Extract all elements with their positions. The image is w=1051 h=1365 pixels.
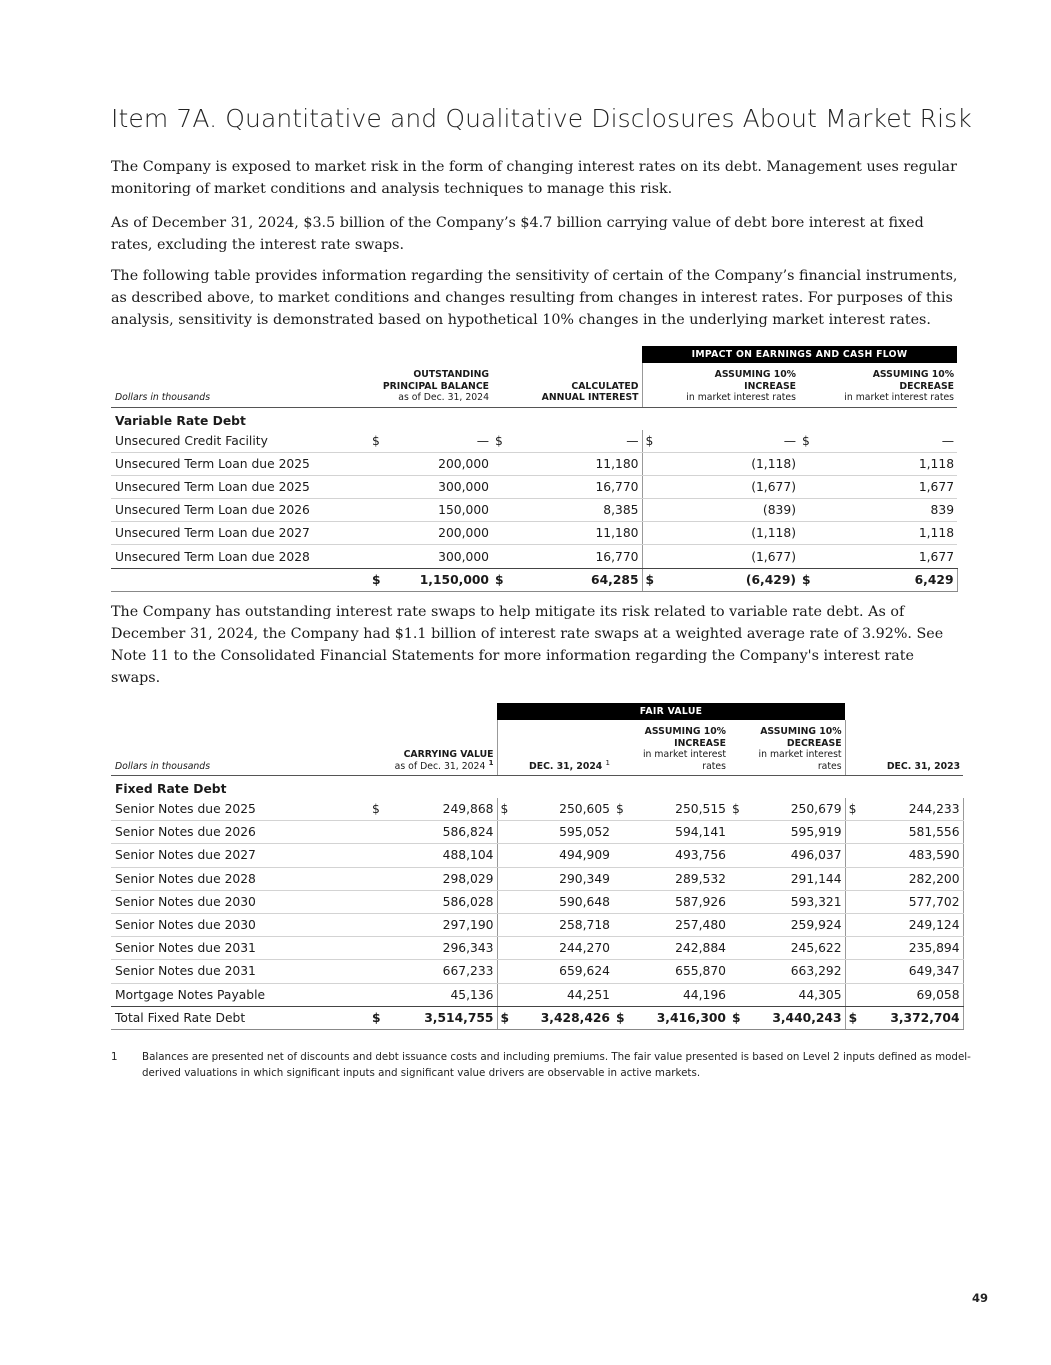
dollar-sign: $ bbox=[369, 430, 383, 453]
dollar-sign bbox=[369, 937, 383, 960]
dec2023-value: 282,200 bbox=[859, 867, 963, 890]
increase-value: (839) bbox=[656, 499, 799, 522]
decrease-value: 663,292 bbox=[743, 960, 845, 983]
paragraph-fixed-rate-debt: As of December 31, 2024, $3.5 billion of the Company’s $4.7 billion carrying value of debt bore interest at fixed rates, excluding the interest rate swaps. bbox=[111, 215, 924, 253]
table-total-row bbox=[111, 568, 957, 591]
principal-value: 200,000 bbox=[383, 452, 492, 475]
dollar-sign bbox=[497, 913, 511, 936]
table-header-row bbox=[111, 720, 963, 776]
table-row bbox=[111, 844, 963, 867]
dollar-sign: $ bbox=[642, 430, 656, 453]
dollar-sign bbox=[729, 821, 743, 844]
carrying-value: 45,136 bbox=[383, 983, 497, 1006]
row-label: Senior Notes due 2031 bbox=[111, 960, 369, 983]
row-label: Unsecured Term Loan due 2026 bbox=[111, 499, 369, 522]
dollar-sign bbox=[369, 452, 383, 475]
table-band-row bbox=[111, 703, 963, 720]
table-row bbox=[111, 960, 963, 983]
increase-value: 655,870 bbox=[627, 960, 729, 983]
table-row bbox=[111, 890, 963, 913]
dollar-sign bbox=[845, 844, 859, 867]
footnote-number: 1 bbox=[111, 1051, 118, 1063]
dollar-sign bbox=[729, 983, 743, 1006]
dollar-sign bbox=[369, 844, 383, 867]
dollar-sign bbox=[799, 545, 813, 568]
increase-value: (1,118) bbox=[656, 452, 799, 475]
dollar-sign bbox=[845, 913, 859, 936]
carrying-value: 249,868 bbox=[383, 798, 497, 821]
carrying-value: 297,190 bbox=[383, 913, 497, 936]
dollar-sign bbox=[729, 913, 743, 936]
header-carrying-value: CARRYING VALUE as of Dec. 31, 2024 $^1$ bbox=[369, 720, 497, 776]
dollar-sign bbox=[613, 983, 627, 1006]
dollar-sign bbox=[492, 522, 506, 545]
dollar-sign: $ bbox=[799, 430, 813, 453]
dec2024-value: 250,605 bbox=[511, 798, 613, 821]
interest-value: 16,770 bbox=[506, 545, 642, 568]
interest-value: 11,180 bbox=[506, 452, 642, 475]
dollar-sign bbox=[799, 452, 813, 475]
units-label: Dollars in thousands bbox=[111, 720, 369, 776]
dec2024-value: 244,270 bbox=[511, 937, 613, 960]
increase-value: 44,196 bbox=[627, 983, 729, 1006]
dec2024-value: 494,909 bbox=[511, 844, 613, 867]
dollar-sign bbox=[492, 499, 506, 522]
table-row bbox=[111, 475, 957, 498]
dollar-sign bbox=[642, 499, 656, 522]
header-increase: ASSUMING 10% INCREASE in market interest rates bbox=[613, 720, 729, 776]
interest-value: 11,180 bbox=[506, 522, 642, 545]
dollar-sign bbox=[497, 844, 511, 867]
paragraph-market-risk: The Company is exposed to market risk in the form of changing interest rates on its debt. Management uses regular monitoring of market conditions and analysis techniques to manage this risk. bbox=[111, 159, 957, 197]
row-label: Unsecured Term Loan due 2025 bbox=[111, 475, 369, 498]
dec2024-value: 590,648 bbox=[511, 890, 613, 913]
dollar-sign: $ bbox=[613, 1006, 627, 1029]
total-interest: 64,285 bbox=[506, 568, 642, 591]
principal-value: — bbox=[383, 430, 492, 453]
paragraph-sensitivity: The following table provides information regarding the sensitivity of certain of the Company’s financial instruments, as described above, to market conditions and changes resulting from changes in interest rates. For purposes of this analysis, sensitivity is demonstrated based on hypothetical 10% changes in the underlying market interest rates. bbox=[111, 268, 958, 328]
dollar-sign bbox=[369, 867, 383, 890]
carrying-value: 667,233 bbox=[383, 960, 497, 983]
principal-value: 300,000 bbox=[383, 545, 492, 568]
header-calculated-interest: CALCULATED ANNUAL INTEREST bbox=[492, 363, 642, 407]
units-label: Dollars in thousands bbox=[111, 363, 369, 407]
table-row bbox=[111, 937, 963, 960]
carrying-value: 586,824 bbox=[383, 821, 497, 844]
impact-band-header: IMPACT ON EARNINGS AND CASH FLOW bbox=[642, 346, 957, 363]
dollar-sign bbox=[369, 545, 383, 568]
row-label: Senior Notes due 2027 bbox=[111, 844, 369, 867]
increase-value: (1,118) bbox=[656, 522, 799, 545]
decrease-value: 44,305 bbox=[743, 983, 845, 1006]
dollar-sign bbox=[729, 844, 743, 867]
dollar-sign: $ bbox=[369, 798, 383, 821]
dollar-sign: $ bbox=[369, 1006, 383, 1029]
table-header-row bbox=[111, 363, 957, 407]
decrease-value: — bbox=[813, 430, 957, 453]
table-total-row bbox=[111, 1006, 963, 1029]
paragraph-interest-rate-swaps: The Company has outstanding interest rate swaps to help mitigate its risk related to variable rate debt. As of December 31, 2024, the Company had $1.1 billion of interest rate swaps at a weighted average rate of 3.92%. See Note 11 to the Consolidated Financial Statements for more information regarding the Company's interest rate swaps. bbox=[111, 604, 944, 686]
dollar-sign bbox=[497, 960, 511, 983]
dollar-sign bbox=[845, 960, 859, 983]
decrease-value: 593,321 bbox=[743, 890, 845, 913]
dollar-sign bbox=[799, 522, 813, 545]
row-label: Senior Notes due 2031 bbox=[111, 937, 369, 960]
dollar-sign bbox=[497, 890, 511, 913]
table-row bbox=[111, 430, 957, 453]
page-number: 49 bbox=[972, 1291, 989, 1305]
dollar-sign bbox=[845, 890, 859, 913]
dollar-sign bbox=[369, 475, 383, 498]
carrying-value: 296,343 bbox=[383, 937, 497, 960]
header-decrease: ASSUMING 10% DECREASE in market interest rates bbox=[799, 363, 957, 407]
row-label: Senior Notes due 2028 bbox=[111, 867, 369, 890]
dollar-sign bbox=[845, 821, 859, 844]
dollar-sign bbox=[613, 890, 627, 913]
dec2023-value: 577,702 bbox=[859, 890, 963, 913]
dollar-sign: $ bbox=[729, 1006, 743, 1029]
dollar-sign bbox=[799, 499, 813, 522]
dec2023-value: 483,590 bbox=[859, 844, 963, 867]
dec2024-value: 290,349 bbox=[511, 867, 613, 890]
interest-value: 16,770 bbox=[506, 475, 642, 498]
dollar-sign bbox=[369, 913, 383, 936]
dollar-sign bbox=[369, 890, 383, 913]
decrease-value: 259,924 bbox=[743, 913, 845, 936]
dollar-sign bbox=[642, 452, 656, 475]
principal-value: 150,000 bbox=[383, 499, 492, 522]
row-label: Senior Notes due 2026 bbox=[111, 821, 369, 844]
table-row bbox=[111, 499, 957, 522]
dollar-sign: $ bbox=[613, 798, 627, 821]
dollar-sign bbox=[369, 960, 383, 983]
dec2023-value: 244,233 bbox=[859, 798, 963, 821]
dollar-sign bbox=[613, 960, 627, 983]
dollar-sign bbox=[642, 475, 656, 498]
decrease-value: 1,677 bbox=[813, 545, 957, 568]
interest-value: — bbox=[506, 430, 642, 453]
dollar-sign bbox=[492, 475, 506, 498]
increase-value: (1,677) bbox=[656, 545, 799, 568]
dollar-sign bbox=[729, 867, 743, 890]
principal-value: 300,000 bbox=[383, 475, 492, 498]
decrease-value: 595,919 bbox=[743, 821, 845, 844]
increase-value: (1,677) bbox=[656, 475, 799, 498]
dec2023-value: 249,124 bbox=[859, 913, 963, 936]
table-row bbox=[111, 867, 963, 890]
row-label: Unsecured Credit Facility bbox=[111, 430, 369, 453]
dollar-sign bbox=[613, 821, 627, 844]
dollar-sign bbox=[729, 937, 743, 960]
increase-value: — bbox=[656, 430, 799, 453]
table-band-row bbox=[111, 346, 957, 363]
increase-value: 257,480 bbox=[627, 913, 729, 936]
decrease-value: 291,144 bbox=[743, 867, 845, 890]
increase-value: 594,141 bbox=[627, 821, 729, 844]
row-label: Mortgage Notes Payable bbox=[111, 983, 369, 1006]
row-label: Senior Notes due 2030 bbox=[111, 913, 369, 936]
decrease-value: 496,037 bbox=[743, 844, 845, 867]
dollar-sign bbox=[369, 499, 383, 522]
decrease-value: 839 bbox=[813, 499, 957, 522]
total-increase: 3,416,300 bbox=[627, 1006, 729, 1029]
carrying-value: 586,028 bbox=[383, 890, 497, 913]
dollar-sign: $ bbox=[642, 568, 656, 591]
dollar-sign bbox=[492, 452, 506, 475]
dollar-sign bbox=[613, 937, 627, 960]
total-increase: (6,429) bbox=[656, 568, 799, 591]
dollar-sign bbox=[642, 545, 656, 568]
total-label: Total Fixed Rate Debt bbox=[111, 1006, 369, 1029]
dollar-sign bbox=[845, 867, 859, 890]
interest-value: 8,385 bbox=[506, 499, 642, 522]
dollar-sign: $ bbox=[492, 568, 506, 591]
section-variable-rate-debt: Variable Rate Debt bbox=[115, 413, 246, 428]
dollar-sign bbox=[369, 821, 383, 844]
increase-value: 493,756 bbox=[627, 844, 729, 867]
dollar-sign bbox=[369, 983, 383, 1006]
decrease-value: 1,118 bbox=[813, 522, 957, 545]
table-row bbox=[111, 522, 957, 545]
decrease-value: 250,679 bbox=[743, 798, 845, 821]
footnote-text: Balances are presented net of discounts and debt issuance costs and including premiums. The fair value presented is based on Level 2 inputs defined as model-derived valuations in which significant inputs and significant value drivers are observable in active markets. bbox=[142, 1051, 971, 1079]
dollar-sign: $ bbox=[492, 430, 506, 453]
dollar-sign bbox=[497, 821, 511, 844]
dollar-sign: $ bbox=[369, 568, 383, 591]
dollar-sign: $ bbox=[845, 1006, 859, 1029]
table-row bbox=[111, 983, 963, 1006]
total-decrease: 3,440,243 bbox=[743, 1006, 845, 1029]
increase-value: 242,884 bbox=[627, 937, 729, 960]
total-dec2024: 3,428,426 bbox=[511, 1006, 613, 1029]
decrease-value: 1,677 bbox=[813, 475, 957, 498]
section-row bbox=[111, 407, 957, 430]
section-fixed-rate-debt: Fixed Rate Debt bbox=[115, 782, 227, 796]
header-dec-2024: DEC. 31, 2024 $^1$ bbox=[497, 720, 613, 776]
header-decrease: ASSUMING 10% DECREASE in market interest rates bbox=[729, 720, 845, 776]
table-row bbox=[111, 452, 957, 475]
dollar-sign bbox=[369, 522, 383, 545]
dec2024-value: 44,251 bbox=[511, 983, 613, 1006]
fixed-rate-debt-table bbox=[111, 703, 964, 1030]
increase-value: 250,515 bbox=[627, 798, 729, 821]
dollar-sign bbox=[613, 913, 627, 936]
dollar-sign bbox=[497, 983, 511, 1006]
dec2023-value: 649,347 bbox=[859, 960, 963, 983]
table-row bbox=[111, 545, 957, 568]
dec2024-value: 595,052 bbox=[511, 821, 613, 844]
dollar-sign: $ bbox=[845, 798, 859, 821]
row-label: Unsecured Term Loan due 2028 bbox=[111, 545, 369, 568]
table-row bbox=[111, 798, 963, 821]
dollar-sign bbox=[729, 890, 743, 913]
dec2023-value: 235,894 bbox=[859, 937, 963, 960]
dec2023-value: 69,058 bbox=[859, 983, 963, 1006]
decrease-value: 1,118 bbox=[813, 452, 957, 475]
increase-value: 587,926 bbox=[627, 890, 729, 913]
dollar-sign: $ bbox=[497, 798, 511, 821]
section-row bbox=[111, 776, 963, 799]
dec2023-value: 581,556 bbox=[859, 821, 963, 844]
footnote bbox=[111, 1049, 971, 1081]
increase-value: 289,532 bbox=[627, 867, 729, 890]
dec2024-value: 659,624 bbox=[511, 960, 613, 983]
dollar-sign bbox=[642, 522, 656, 545]
dollar-sign bbox=[497, 867, 511, 890]
principal-value: 200,000 bbox=[383, 522, 492, 545]
row-label: Senior Notes due 2030 bbox=[111, 890, 369, 913]
carrying-value: 298,029 bbox=[383, 867, 497, 890]
dollar-sign: $ bbox=[497, 1006, 511, 1029]
dollar-sign bbox=[613, 867, 627, 890]
total-carrying: 3,514,755 bbox=[383, 1006, 497, 1029]
total-dec2023: 3,372,704 bbox=[859, 1006, 963, 1029]
row-label: Unsecured Term Loan due 2027 bbox=[111, 522, 369, 545]
dollar-sign bbox=[729, 960, 743, 983]
dollar-sign bbox=[845, 937, 859, 960]
decrease-value: 245,622 bbox=[743, 937, 845, 960]
header-increase: ASSUMING 10% INCREASE in market interest rates bbox=[642, 363, 799, 407]
variable-rate-debt-table bbox=[111, 346, 958, 592]
dollar-sign: $ bbox=[729, 798, 743, 821]
dollar-sign bbox=[613, 844, 627, 867]
header-dec-2023: DEC. 31, 2023 bbox=[845, 720, 963, 776]
dec2024-value: 258,718 bbox=[511, 913, 613, 936]
header-outstanding-principal: OUTSTANDING PRINCIPAL BALANCE as of Dec. 31, 2024 bbox=[369, 363, 492, 407]
fair-value-band-header: FAIR VALUE bbox=[497, 703, 845, 720]
dollar-sign bbox=[799, 475, 813, 498]
carrying-value: 488,104 bbox=[383, 844, 497, 867]
page-title: Item 7A. Quantitative and Qualitative Disclosures About Market Risk bbox=[111, 104, 972, 133]
row-label: Unsecured Term Loan due 2025 bbox=[111, 452, 369, 475]
dollar-sign bbox=[497, 937, 511, 960]
table-row bbox=[111, 821, 963, 844]
total-principal: 1,150,000 bbox=[383, 568, 492, 591]
total-decrease: 6,429 bbox=[813, 568, 957, 591]
row-label: Senior Notes due 2025 bbox=[111, 798, 369, 821]
dollar-sign bbox=[845, 983, 859, 1006]
table-row bbox=[111, 913, 963, 936]
dollar-sign: $ bbox=[799, 568, 813, 591]
dollar-sign bbox=[492, 545, 506, 568]
